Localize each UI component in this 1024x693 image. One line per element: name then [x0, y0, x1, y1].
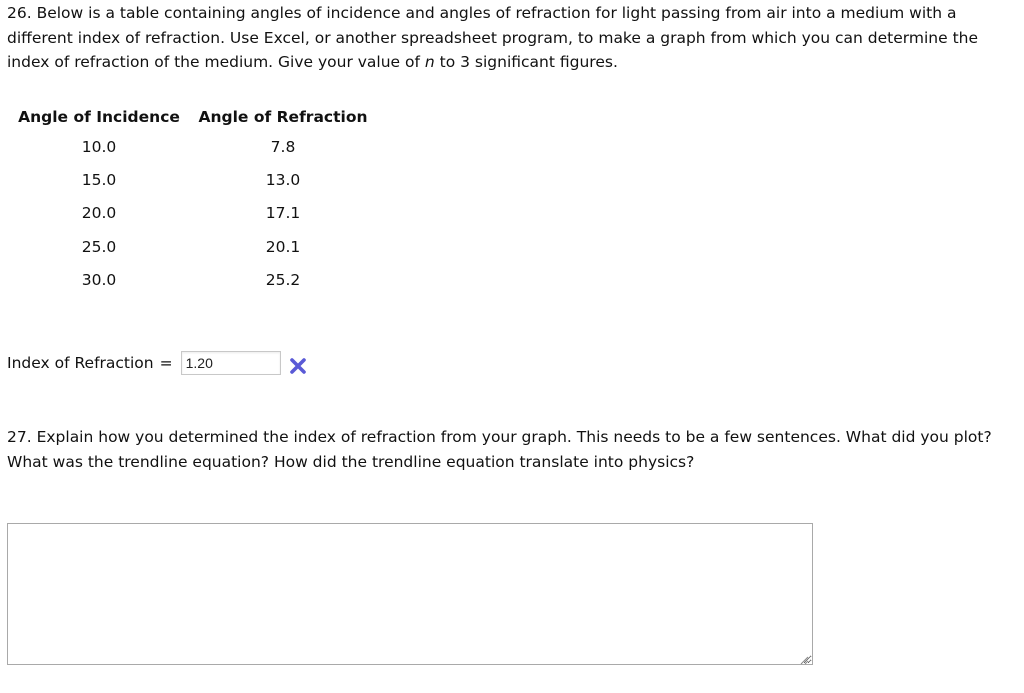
cell-refraction: 20.1	[265, 237, 301, 256]
cell-incidence: 10.0	[81, 137, 117, 156]
question-26-text-before: 26. Below is a table containing angles of incidence and angles of refraction for light passing from air into a medium with a different index of refraction. Use Excel, or another spreadsheet program, to make a graph from which you can determine the index of refraction of the medium. Give your value of	[7, 4, 979, 71]
answer-row	[7, 350, 307, 376]
header-angle-of-refraction: Angle of Refraction	[198, 107, 368, 126]
cell-incidence: 25.0	[81, 237, 117, 256]
table-header-row	[8, 103, 376, 130]
incorrect-x-icon	[289, 357, 307, 375]
question-27-text: 27. Explain how you determined the index of refraction from your graph. This needs to be a few sentences. What did you plot? What was the trendline equation? How did the trendline equation translate into physics?	[7, 428, 992, 471]
question-26-text	[7, 1, 1012, 75]
cell-incidence: 15.0	[81, 171, 117, 190]
question-26-text-after: to 3 significant figures.	[434, 53, 618, 71]
explanation-textarea[interactable]	[7, 523, 813, 665]
variable-n: n	[424, 53, 435, 71]
table-row	[8, 163, 376, 196]
cell-refraction: 25.2	[265, 271, 301, 290]
equals-sign: =	[159, 354, 173, 372]
cell-incidence: 30.0	[81, 271, 117, 290]
angles-table	[8, 103, 376, 297]
table-row	[8, 130, 376, 163]
resize-grip-icon[interactable]	[797, 650, 809, 662]
table-row	[8, 264, 376, 297]
cell-refraction: 13.0	[265, 171, 301, 190]
answer-label: Index of Refraction	[7, 354, 154, 372]
cell-refraction: 7.8	[270, 137, 296, 156]
table-row	[8, 230, 376, 263]
cell-incidence: 20.0	[81, 204, 117, 223]
table-row	[8, 197, 376, 230]
header-angle-of-incidence: Angle of Incidence	[18, 107, 180, 126]
index-of-refraction-input[interactable]	[181, 351, 281, 375]
cell-refraction: 17.1	[265, 204, 301, 223]
